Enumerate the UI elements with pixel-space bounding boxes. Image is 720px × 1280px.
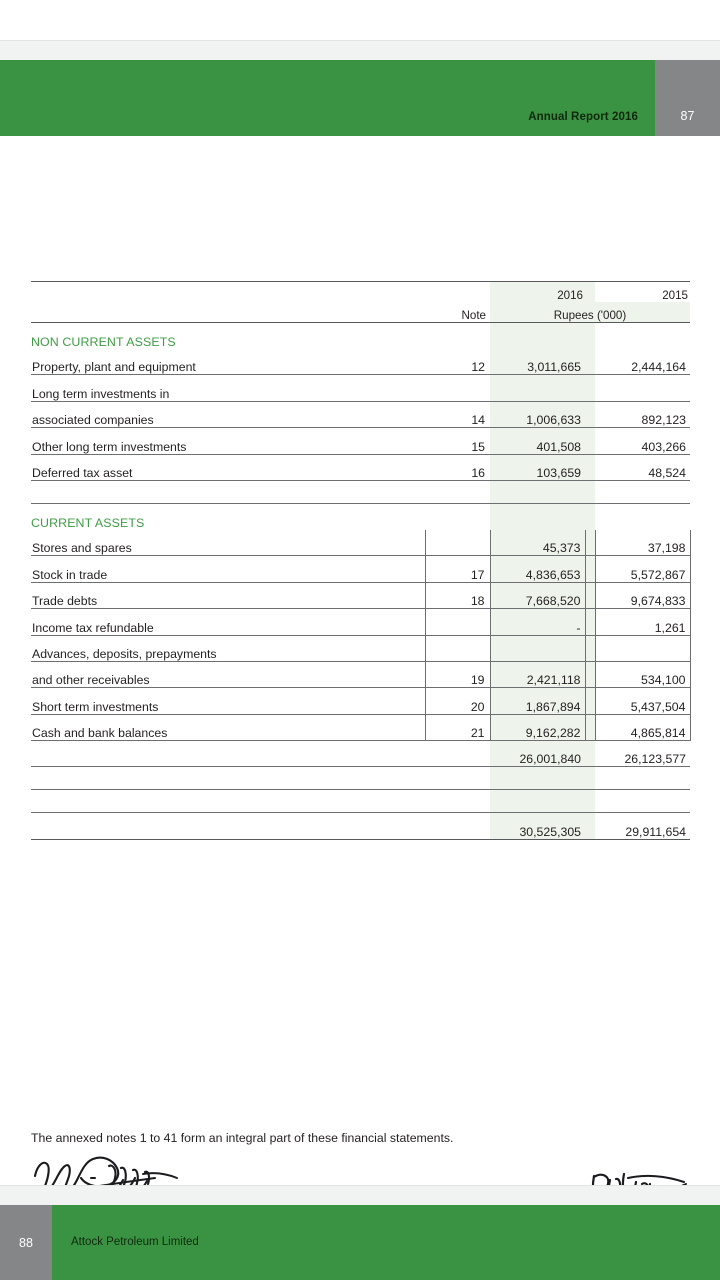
divider-2016-cell (490, 480, 585, 503)
row-label: Advances, deposits, prepayments (31, 635, 425, 661)
row-note (425, 375, 490, 401)
row-note: 21 (425, 714, 490, 740)
blank-2015-cell (595, 767, 690, 790)
table-header-years (31, 282, 690, 303)
row-gap (585, 661, 595, 687)
section-note-cell (425, 323, 490, 350)
section-y2015-cell (595, 503, 690, 530)
row-label: Other long term investments (31, 428, 425, 454)
row-note (425, 609, 490, 635)
divider-2015-cell (595, 480, 690, 503)
row-gap (585, 582, 595, 608)
viewport-gray-strip (0, 40, 720, 61)
subtotal-value-2016: 26,001,840 (490, 741, 585, 767)
section-y2015-cell (595, 323, 690, 350)
section-gap-cell (585, 503, 595, 530)
section-note-cell (425, 503, 490, 530)
row-value-2016: 9,162,282 (490, 714, 585, 740)
annexed-notes-text: The annexed notes 1 to 41 form an integral part of these financial statements. (31, 1131, 454, 1145)
row-note: 18 (425, 582, 490, 608)
table-row (31, 454, 690, 480)
subtotal-note (425, 741, 490, 767)
grand-total-value-2015: 29,911,654 (595, 813, 690, 839)
row-label: and other receivables (31, 661, 425, 687)
row-value-2015: 1,261 (595, 609, 690, 635)
balance-sheet-table-wrap (31, 281, 690, 840)
grand-total-label (31, 813, 425, 839)
viewport-top-margin (0, 0, 720, 40)
row-value-2015: 9,674,833 (595, 582, 690, 608)
row-note: 16 (425, 454, 490, 480)
row-value-2015 (595, 635, 690, 661)
row-label: Income tax refundable (31, 609, 425, 635)
row-value-2015: 5,572,867 (595, 556, 690, 582)
table-row (31, 661, 690, 687)
financial-statement-page (0, 136, 720, 1185)
section-title-current-assets: CURRENT ASSETS (31, 515, 145, 530)
table-row (31, 375, 690, 401)
grand-total-value-2016: 30,525,305 (490, 813, 585, 839)
row-note: 17 (425, 556, 490, 582)
row-value-2015: 534,100 (595, 661, 690, 687)
balance-sheet-table (31, 281, 691, 840)
row-value-2016: 7,668,520 (490, 582, 585, 608)
row-value-2015 (595, 375, 690, 401)
header-note-label: Note (425, 302, 490, 323)
header-blank-2 (31, 302, 425, 323)
blank-note-cell (425, 767, 490, 790)
header-year-2016: 2016 (490, 282, 585, 303)
section-divider-row (31, 480, 690, 503)
footer-page-number: 88 (19, 1236, 33, 1250)
report-title: Annual Report 2016 (528, 111, 638, 123)
header-green-bar (0, 60, 655, 136)
header-gap (585, 282, 595, 303)
footer-gray-strip (0, 1185, 720, 1206)
table-row (31, 635, 690, 661)
row-label: Cash and bank balances (31, 714, 425, 740)
row-note: 12 (425, 349, 490, 375)
subtotal-row (31, 741, 690, 767)
divider-gap-cell (585, 480, 595, 503)
row-label: Property, plant and equipment (31, 349, 425, 375)
row-gap (585, 428, 595, 454)
blank-2016-cell (490, 767, 585, 790)
table-row (31, 428, 690, 454)
row-label: Short term investments (31, 688, 425, 714)
table-row (31, 401, 690, 427)
grand-total-note (425, 813, 490, 839)
row-value-2015: 37,198 (595, 530, 690, 556)
section-y2016-cell (490, 323, 585, 350)
subtotal-gap (585, 741, 595, 767)
row-value-2015: 5,437,504 (595, 688, 690, 714)
header-blank (31, 282, 425, 303)
section-title-non-current-assets: NON CURRENT ASSETS (31, 335, 176, 349)
table-row (31, 688, 690, 714)
blank-row (31, 790, 690, 813)
row-value-2016: 1,006,633 (490, 401, 585, 427)
section-heading-row (31, 323, 690, 350)
section-y2016-cell (490, 503, 585, 530)
row-gap (585, 714, 595, 740)
table-row (31, 530, 690, 556)
row-value-2015: 2,444,164 (595, 349, 690, 375)
divider-note-cell (425, 480, 490, 503)
row-label: associated companies (31, 401, 425, 427)
blank-2015-cell (595, 790, 690, 813)
row-label: Stores and spares (31, 530, 425, 556)
row-value-2016: 401,508 (490, 428, 585, 454)
row-value-2016: 2,421,118 (490, 661, 585, 687)
divider-label-cell (31, 480, 425, 503)
table-header-units (31, 302, 690, 323)
header-page-number-box (655, 60, 720, 136)
row-gap (585, 635, 595, 661)
row-value-2016: 45,373 (490, 530, 585, 556)
row-gap (585, 556, 595, 582)
header-year-2015: 2015 (595, 282, 690, 303)
blank-gap-cell (585, 767, 595, 790)
grand-total-row (31, 813, 690, 839)
row-note (425, 635, 490, 661)
page-header (0, 60, 720, 136)
row-value-2016: 3,011,665 (490, 349, 585, 375)
blank-note-cell (425, 790, 490, 813)
row-note: 14 (425, 401, 490, 427)
row-gap (585, 375, 595, 401)
row-gap (585, 401, 595, 427)
page-footer (0, 1205, 720, 1280)
section-heading-row (31, 503, 690, 530)
blank-gap-cell (585, 790, 595, 813)
row-value-2016: 4,836,653 (490, 556, 585, 582)
header-page-number: 87 (680, 109, 695, 123)
table-row (31, 714, 690, 740)
row-note (425, 530, 490, 556)
blank-row (31, 767, 690, 790)
blank-label-cell (31, 790, 425, 813)
row-label: Trade debts (31, 582, 425, 608)
row-gap (585, 609, 595, 635)
table-row (31, 556, 690, 582)
table-row (31, 349, 690, 375)
blank-2016-cell (490, 790, 585, 813)
subtotal-value-2015: 26,123,577 (595, 741, 690, 767)
row-label: Stock in trade (31, 556, 425, 582)
row-note: 15 (425, 428, 490, 454)
footer-company-name: Attock Petroleum Limited (71, 1236, 199, 1248)
header-units-label: Rupees ('000) (490, 302, 690, 323)
row-value-2016: 1,867,894 (490, 688, 585, 714)
row-value-2016 (490, 635, 585, 661)
row-note: 19 (425, 661, 490, 687)
row-gap (585, 349, 595, 375)
row-gap (585, 688, 595, 714)
blank-label-cell (31, 767, 425, 790)
header-note-blank (425, 282, 490, 303)
row-value-2015: 403,266 (595, 428, 690, 454)
row-value-2016 (490, 375, 585, 401)
row-value-2016: - (490, 609, 585, 635)
table-row (31, 582, 690, 608)
grand-total-gap (585, 813, 595, 839)
section-gap-cell (585, 323, 595, 350)
subtotal-label (31, 741, 425, 767)
row-value-2015: 48,524 (595, 454, 690, 480)
row-label: Deferred tax asset (31, 454, 425, 480)
row-value-2016: 103,659 (490, 454, 585, 480)
row-value-2015: 892,123 (595, 401, 690, 427)
row-gap (585, 454, 595, 480)
row-value-2015: 4,865,814 (595, 714, 690, 740)
row-gap (585, 530, 595, 556)
row-note: 20 (425, 688, 490, 714)
table-row (31, 609, 690, 635)
row-label: Long term investments in (31, 375, 425, 401)
